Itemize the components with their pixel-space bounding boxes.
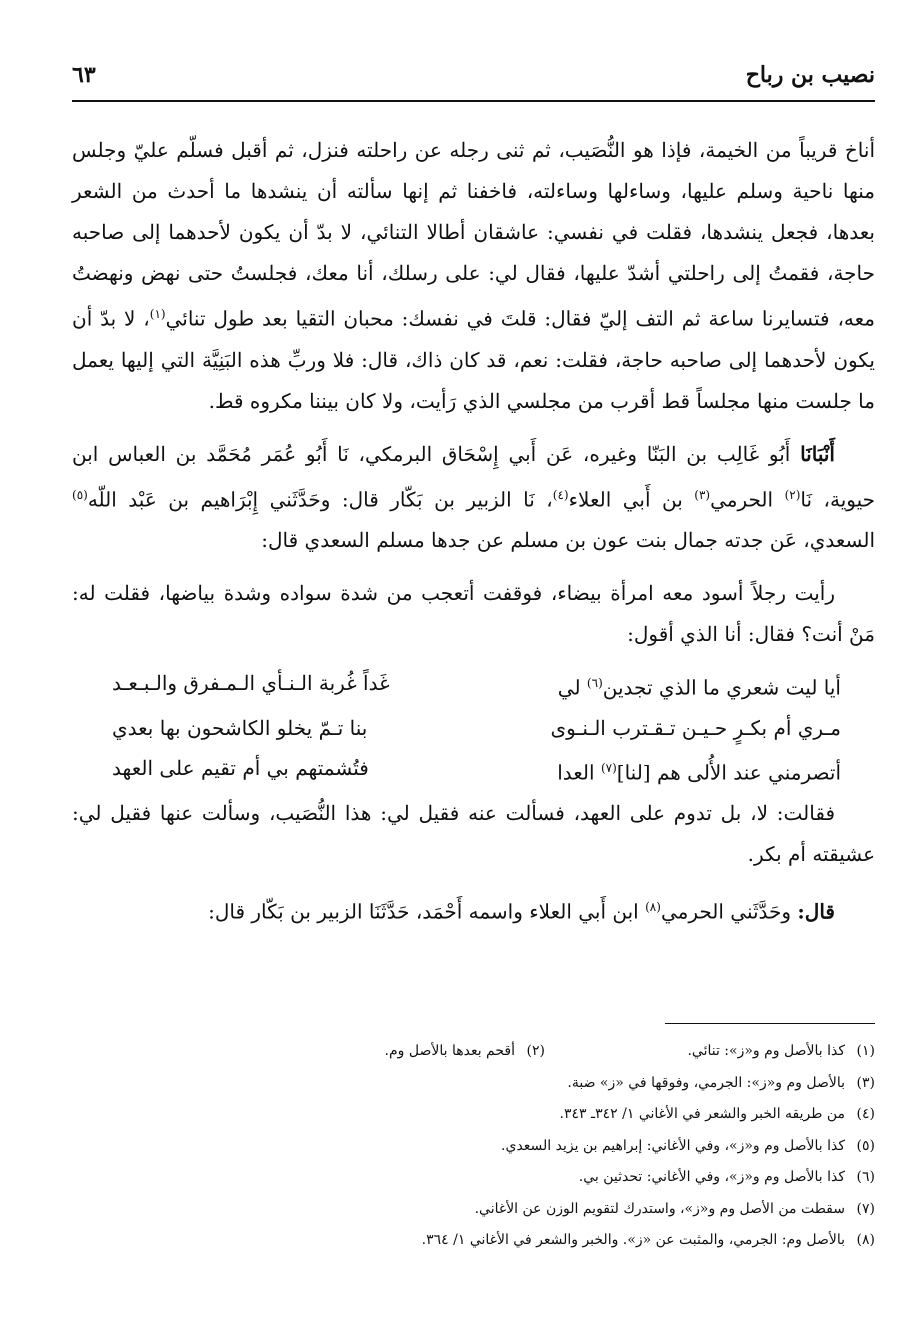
- isnad-text: السعدي، عَن جدته جمال بنت عون بن مسلم عن جدها مسلم السعدي قال:: [261, 528, 875, 553]
- poem-verse: [72, 748, 875, 793]
- footnote-number: (١): [856, 1043, 875, 1059]
- isnad-text: ابن أَبي العلاء واسمه أَحْمَد، حَدَّثَنَا الزبير بن بَكّار قال:: [208, 899, 646, 924]
- footnote-text: بالأصل وم و«ز»: الجرمي، وفوقها في «ز» ضبة.: [567, 1074, 845, 1091]
- hemistich-text: لي: [557, 675, 587, 700]
- footnote-marker: (٨): [645, 899, 661, 914]
- isnad-text: أَبُو غَالِب بن البَنّا وغيره، عَن أَبي إِسْحَاق البرمكي، نَا أَبُو عُمَر مُحَمَّد بن العباس ابن حيوية، نَا: [72, 441, 876, 512]
- footnote-text: بالأصل وم: الجرمي، والمثبت عن «ز». والخبر والشعر في الأغاني ١/ ٣٦٤.: [421, 1232, 845, 1248]
- isnad-lead: قال:: [797, 899, 835, 924]
- verse-first-hemistich: [513, 708, 841, 748]
- footnote-number: (٦): [856, 1169, 875, 1185]
- paragraph-text: أناخ قريباً من الخيمة، فإذا هو النُّصَيب، ثم ثنى رجله عن راحلته فنزل، ثم أقبل فسلّم عليّ وجلس منها ناحية وسلم عليها، وساءلها وساءلته، فاخفنا ثم إنها سألته أن ينشدها ما أحدث من الشعر بعدها، فجعل ينشدها، فقلت في نفسي: عاشقان أطالا التنائي، لا بدّ أن يكون لأحدهما إلى صاحبه حاجة، فقمتُ إلى راحلتي أشدّ عليها، فقال لي: على رسلك، أنا معك، فجلستُ حتى نهض ونهضتُ معه، فتسايرنا ساعة ثم التف إليّ فقال: قلتَ في نفسك: محبان التقيا بعد طول تنائي: [72, 138, 876, 331]
- footnote-marker: (٦): [586, 676, 603, 691]
- footnote-marker: (٢): [784, 487, 801, 502]
- verse-second-hemistich: فتُشمتهم بي أم تقيم على العهد: [112, 755, 369, 780]
- isnad-text: بن أَبي العلاء: [568, 487, 695, 512]
- footnote-text: من طريقه الخبر والشعر في الأغاني ١/ ٣٤٢ـ ٣٤٣.: [559, 1106, 845, 1122]
- footnote: [80, 1099, 875, 1131]
- footnote-text: كذا بالأصل وم و«ز»، وفي الأغاني: إبراهيم بن يزيد السعدي.: [501, 1137, 845, 1154]
- paragraph-answer: [72, 793, 875, 875]
- footnote-text: سقطت من الأصل وم و«ز»، واستدرك لتقويم الوزن عن الأغاني.: [474, 1200, 845, 1217]
- isnad-text: الحرمي: [710, 487, 785, 512]
- footnote-marker: (٣): [694, 487, 711, 502]
- footnote: [80, 1131, 875, 1163]
- poem-verse: [72, 663, 875, 708]
- poem: [72, 663, 875, 792]
- paragraph-text: ، لا بدّ أن يكون لأحدهما إلى صاحبه حاجة، فقلت: نعم، قد كان ذاك، قال: فلا وربِّ هذه البَنِيَّة التي إليها يعمل ما جلست منها مجلساً قط أقرب من مجلسي الذي رَأيت، ولا كان بيننا مكروه قط.: [72, 306, 875, 413]
- page-header: [72, 62, 875, 102]
- hemistich-text: مـري أم بكـرٍ حـيـن تـقـترب الـنـوى: [550, 715, 841, 740]
- footnote: [80, 1194, 875, 1226]
- poem-verse: [72, 708, 875, 748]
- footnote-number: (٤): [856, 1106, 875, 1122]
- verse-second-hemistich: بنا تـمّ يخلو الكاشحون بها بعدي: [112, 715, 368, 740]
- footnote-text: كذا بالأصل وم و«ز»: تنائي.: [687, 1043, 845, 1059]
- footnote-number: (٨): [856, 1232, 875, 1248]
- verse-first-hemistich: [513, 663, 841, 708]
- footnote-text: كذا بالأصل وم و«ز»، وفي الأغاني: تحدثين بي.: [578, 1169, 845, 1185]
- page-number: ٦٣: [72, 62, 96, 88]
- paragraph-text: رأيت رجلاً أسود معه امرأة بيضاء، فوقفت أتعجب من شدة سواده وشدة بياضها، فقلت له: مَنْ أنت؟ فقال: أنا الذي أقول:: [72, 581, 875, 647]
- footnote-number: (٧): [856, 1200, 875, 1217]
- main-text: [72, 130, 875, 932]
- verse-first-hemistich: [513, 748, 841, 793]
- running-title: نصيب بن رباح: [745, 62, 875, 88]
- footnote-marker: (٧): [600, 760, 617, 775]
- paragraph-text: فقالت: لا، بل تدوم على العهد، فسألت عنه فقيل لي: هذا النُّصَيب، وسألت عنها فقيل لي: عشيقته أم بكر.: [72, 800, 875, 866]
- verse-second-hemistich: غَداً غُربة الـنـأي الـمـفرق والـبـعـد: [112, 671, 390, 696]
- paragraph-narrative: [72, 130, 875, 422]
- footnote-number: (٢): [526, 1043, 545, 1059]
- footnote-marker: (٤): [552, 487, 569, 502]
- header-rule: [72, 100, 875, 102]
- isnad-text: وحَدَّثَني الحرمي: [660, 899, 798, 924]
- footnote-row: [80, 1036, 875, 1068]
- hemistich-text: العدا: [557, 760, 601, 785]
- isnad-lead: أَنْبَانَا: [800, 441, 835, 466]
- footnotes: [80, 1036, 875, 1257]
- footnote-marker: (١): [149, 307, 166, 321]
- paragraph-isnad: [72, 434, 875, 562]
- isnad-text: ، نَا الزبير بن بَكّار قال: وحَدَّثَني إِبْرَاهيم بن عَبْد اللّه: [87, 487, 553, 512]
- footnote-number: (٣): [856, 1074, 875, 1091]
- footnote: [80, 1225, 875, 1257]
- footnote: [385, 1036, 545, 1068]
- hemistich-text: أتصرمني عند الأُلى هم [لنا]: [616, 760, 841, 785]
- footnote: [80, 1068, 875, 1100]
- hemistich-text: أيا ليت شعري ما الذي تجدين: [602, 675, 841, 700]
- footnote-marker: (٥): [72, 487, 88, 502]
- footnote: [80, 1162, 875, 1194]
- footnote-rule: [665, 1023, 875, 1024]
- footnote-text: أقحم بعدها بالأصل وم.: [384, 1043, 515, 1059]
- paragraph-story: [72, 573, 875, 655]
- paragraph-isnad: [72, 887, 875, 933]
- footnote: [545, 1036, 875, 1068]
- footnote-number: (٥): [856, 1137, 875, 1154]
